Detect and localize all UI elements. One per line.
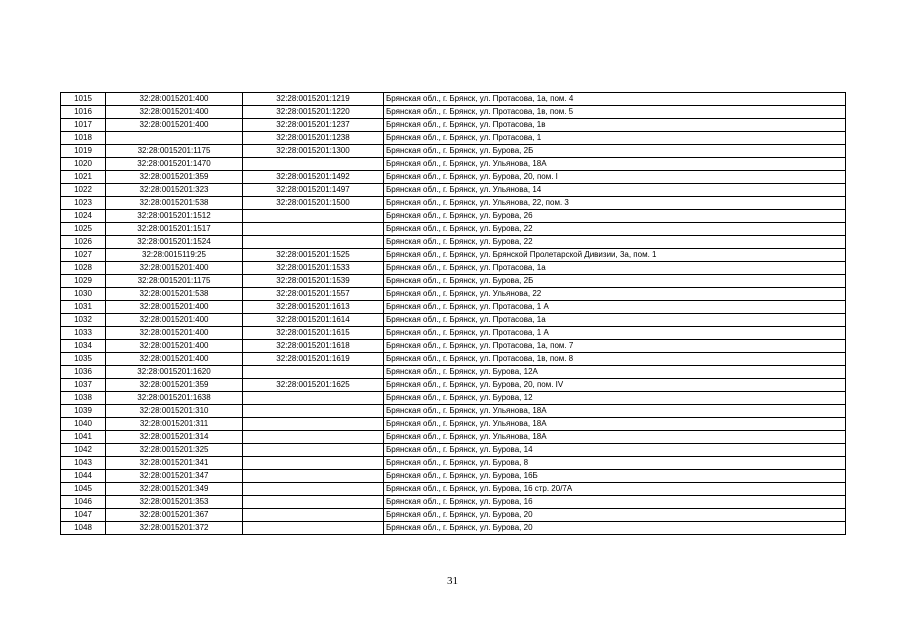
cadastral-number-parcel-cell: 32:28:0015201:1175 — [106, 145, 243, 158]
address-cell: Брянская обл., г. Брянск, ул. Ульянова, 18А — [384, 158, 846, 171]
table-row — [61, 327, 846, 340]
table-row — [61, 431, 846, 444]
cadastral-number-object-cell — [243, 210, 384, 223]
cadastral-number-parcel-cell: 32:28:0015201:359 — [106, 379, 243, 392]
cadastral-number-parcel-cell: 32:28:0015201:538 — [106, 197, 243, 210]
table-row — [61, 340, 846, 353]
row-number-cell: 1043 — [61, 457, 106, 470]
cadastral-number-parcel-cell: 32:28:0015201:325 — [106, 444, 243, 457]
row-number-cell: 1034 — [61, 340, 106, 353]
cadastral-number-parcel-cell: 32:28:0015201:353 — [106, 496, 243, 509]
row-number-cell: 1027 — [61, 249, 106, 262]
table-row — [61, 353, 846, 366]
row-number-cell: 1035 — [61, 353, 106, 366]
cadastral-number-object-cell: 32:28:0015201:1492 — [243, 171, 384, 184]
address-cell: Брянская обл., г. Брянск, ул. Ульянова, 18А — [384, 418, 846, 431]
row-number-cell: 1029 — [61, 275, 106, 288]
address-cell: Брянская обл., г. Брянск, ул. Бурова, 20 — [384, 509, 846, 522]
row-number-cell: 1036 — [61, 366, 106, 379]
row-number-cell: 1046 — [61, 496, 106, 509]
table-row — [61, 301, 846, 314]
cadastral-number-object-cell: 32:28:0015201:1497 — [243, 184, 384, 197]
cadastral-number-object-cell: 32:28:0015201:1615 — [243, 327, 384, 340]
address-cell: Брянская обл., г. Брянск, ул. Протасова, 1а — [384, 314, 846, 327]
row-number-cell: 1024 — [61, 210, 106, 223]
table-row — [61, 262, 846, 275]
cadastral-number-object-cell: 32:28:0015201:1219 — [243, 93, 384, 106]
row-number-cell: 1020 — [61, 158, 106, 171]
register-table — [60, 92, 846, 535]
cadastral-number-parcel-cell: 32:28:0015201:347 — [106, 470, 243, 483]
cadastral-number-object-cell — [243, 366, 384, 379]
table-row — [61, 145, 846, 158]
table-row — [61, 236, 846, 249]
address-cell: Брянская обл., г. Брянск, ул. Бурова, 8 — [384, 457, 846, 470]
row-number-cell: 1038 — [61, 392, 106, 405]
row-number-cell: 1045 — [61, 483, 106, 496]
register-table-body — [61, 93, 846, 535]
row-number-cell: 1037 — [61, 379, 106, 392]
address-cell: Брянская обл., г. Брянск, ул. Бурова, 22 — [384, 236, 846, 249]
address-cell: Брянская обл., г. Брянск, ул. Бурова, 20, пом. IV — [384, 379, 846, 392]
cadastral-number-parcel-cell: 32:28:0015201:400 — [106, 353, 243, 366]
cadastral-number-object-cell: 32:28:0015201:1539 — [243, 275, 384, 288]
address-cell: Брянская обл., г. Брянск, ул. Ульянова, 18А — [384, 405, 846, 418]
address-cell: Брянская обл., г. Брянск, ул. Бурова, 16Б — [384, 470, 846, 483]
cadastral-number-parcel-cell: 32:28:0015201:1512 — [106, 210, 243, 223]
table-row — [61, 392, 846, 405]
row-number-cell: 1023 — [61, 197, 106, 210]
page-number: 31 — [447, 575, 458, 587]
table-row — [61, 197, 846, 210]
cadastral-number-parcel-cell: 32:28:0015201:314 — [106, 431, 243, 444]
table-row — [61, 366, 846, 379]
cadastral-number-object-cell: 32:28:0015201:1625 — [243, 379, 384, 392]
table-row — [61, 522, 846, 535]
cadastral-number-object-cell — [243, 223, 384, 236]
address-cell: Брянская обл., г. Брянск, ул. Ульянова, 22 — [384, 288, 846, 301]
table-row — [61, 106, 846, 119]
cadastral-number-parcel-cell: 32:28:0015201:359 — [106, 171, 243, 184]
table-row — [61, 132, 846, 145]
address-cell: Брянская обл., г. Брянск, ул. Бурова, 22 — [384, 223, 846, 236]
address-cell: Брянская обл., г. Брянск, ул. Протасова, 1в — [384, 119, 846, 132]
cadastral-number-object-cell: 32:28:0015201:1618 — [243, 340, 384, 353]
table-row — [61, 444, 846, 457]
address-cell: Брянская обл., г. Брянск, ул. Бурова, 2Б — [384, 145, 846, 158]
address-cell: Брянская обл., г. Брянск, ул. Бурова, 16 — [384, 496, 846, 509]
row-number-cell: 1047 — [61, 509, 106, 522]
row-number-cell: 1017 — [61, 119, 106, 132]
table-row — [61, 184, 846, 197]
table-row — [61, 405, 846, 418]
cadastral-number-object-cell — [243, 431, 384, 444]
table-row — [61, 483, 846, 496]
address-cell: Брянская обл., г. Брянск, ул. Протасова, 1 А — [384, 327, 846, 340]
table-row — [61, 223, 846, 236]
cadastral-number-object-cell: 32:28:0015201:1557 — [243, 288, 384, 301]
cadastral-number-object-cell — [243, 158, 384, 171]
row-number-cell: 1026 — [61, 236, 106, 249]
row-number-cell: 1042 — [61, 444, 106, 457]
cadastral-number-parcel-cell: 32:28:0015201:1524 — [106, 236, 243, 249]
cadastral-number-object-cell — [243, 509, 384, 522]
row-number-cell: 1048 — [61, 522, 106, 535]
cadastral-number-object-cell — [243, 470, 384, 483]
table-row — [61, 314, 846, 327]
cadastral-number-object-cell: 32:28:0015201:1220 — [243, 106, 384, 119]
cadastral-number-object-cell — [243, 392, 384, 405]
cadastral-number-parcel-cell: 32:28:0015201:400 — [106, 262, 243, 275]
address-cell: Брянская обл., г. Брянск, ул. Бурова, 12А — [384, 366, 846, 379]
address-cell: Брянская обл., г. Брянск, ул. Протасова, 1 А — [384, 301, 846, 314]
table-row — [61, 509, 846, 522]
cadastral-number-parcel-cell: 32:28:0015201:400 — [106, 301, 243, 314]
table-row — [61, 275, 846, 288]
row-number-cell: 1019 — [61, 145, 106, 158]
cadastral-number-parcel-cell: 32:28:0015201:400 — [106, 327, 243, 340]
address-cell: Брянская обл., г. Брянск, ул. Ульянова, 18А — [384, 431, 846, 444]
cadastral-number-object-cell — [243, 236, 384, 249]
cadastral-number-object-cell: 32:28:0015201:1533 — [243, 262, 384, 275]
address-cell: Брянская обл., г. Брянск, ул. Протасова, 1 — [384, 132, 846, 145]
cadastral-number-object-cell: 32:28:0015201:1613 — [243, 301, 384, 314]
address-cell: Брянская обл., г. Брянск, ул. Ульянова, 22, пом. 3 — [384, 197, 846, 210]
address-cell: Брянская обл., г. Брянск, ул. Бурова, 20 — [384, 522, 846, 535]
cadastral-number-object-cell — [243, 522, 384, 535]
address-cell: Брянская обл., г. Брянск, ул. Бурова, 2Б — [384, 275, 846, 288]
table-row — [61, 171, 846, 184]
cadastral-number-object-cell: 32:28:0015201:1619 — [243, 353, 384, 366]
cadastral-number-parcel-cell: 32:28:0015201:1175 — [106, 275, 243, 288]
address-cell: Брянская обл., г. Брянск, ул. Протасова, 1а, пом. 7 — [384, 340, 846, 353]
row-number-cell: 1015 — [61, 93, 106, 106]
table-row — [61, 496, 846, 509]
row-number-cell: 1030 — [61, 288, 106, 301]
cadastral-number-parcel-cell: 32:28:0015201:372 — [106, 522, 243, 535]
cadastral-number-object-cell: 32:28:0015201:1300 — [243, 145, 384, 158]
row-number-cell: 1040 — [61, 418, 106, 431]
cadastral-number-object-cell: 32:28:0015201:1614 — [243, 314, 384, 327]
cadastral-number-object-cell: 32:28:0015201:1525 — [243, 249, 384, 262]
table-row — [61, 470, 846, 483]
table-row — [61, 288, 846, 301]
cadastral-number-parcel-cell: 32:28:0015201:400 — [106, 340, 243, 353]
address-cell: Брянская обл., г. Брянск, ул. Брянской Пролетарской Дивизии, 3а, пом. 1 — [384, 249, 846, 262]
row-number-cell: 1025 — [61, 223, 106, 236]
cadastral-number-object-cell — [243, 418, 384, 431]
cadastral-number-parcel-cell: 32:28:0015201:367 — [106, 509, 243, 522]
cadastral-number-parcel-cell: 32:28:0015201:400 — [106, 93, 243, 106]
cadastral-number-parcel-cell: 32:28:0015201:1470 — [106, 158, 243, 171]
row-number-cell: 1021 — [61, 171, 106, 184]
cadastral-number-object-cell — [243, 483, 384, 496]
cadastral-number-parcel-cell — [106, 132, 243, 145]
row-number-cell: 1039 — [61, 405, 106, 418]
address-cell: Брянская обл., г. Брянск, ул. Бурова, 26 — [384, 210, 846, 223]
cadastral-number-parcel-cell: 32:28:0015201:400 — [106, 314, 243, 327]
cadastral-number-object-cell — [243, 444, 384, 457]
address-cell: Брянская обл., г. Брянск, ул. Протасова, 1а, пом. 4 — [384, 93, 846, 106]
address-cell: Брянская обл., г. Брянск, ул. Ульянова, 14 — [384, 184, 846, 197]
address-cell: Брянская обл., г. Брянск, ул. Протасова, 1в, пом. 8 — [384, 353, 846, 366]
cadastral-number-parcel-cell: 32:28:0015201:1638 — [106, 392, 243, 405]
cadastral-number-object-cell — [243, 496, 384, 509]
cadastral-number-object-cell: 32:28:0015201:1237 — [243, 119, 384, 132]
table-row — [61, 93, 846, 106]
cadastral-number-parcel-cell: 32:28:0015201:310 — [106, 405, 243, 418]
table-row — [61, 210, 846, 223]
row-number-cell: 1032 — [61, 314, 106, 327]
row-number-cell: 1041 — [61, 431, 106, 444]
address-cell: Брянская обл., г. Брянск, ул. Бурова, 14 — [384, 444, 846, 457]
cadastral-number-parcel-cell: 32:28:0015201:311 — [106, 418, 243, 431]
cadastral-number-parcel-cell: 32:28:0015201:349 — [106, 483, 243, 496]
address-cell: Брянская обл., г. Брянск, ул. Протасова, 1а — [384, 262, 846, 275]
row-number-cell: 1044 — [61, 470, 106, 483]
cadastral-number-parcel-cell: 32:28:0015201:400 — [106, 106, 243, 119]
row-number-cell: 1033 — [61, 327, 106, 340]
cadastral-number-parcel-cell: 32:28:0015201:323 — [106, 184, 243, 197]
cadastral-number-parcel-cell: 32:28:0015119:25 — [106, 249, 243, 262]
table-row — [61, 158, 846, 171]
table-row — [61, 418, 846, 431]
row-number-cell: 1022 — [61, 184, 106, 197]
address-cell: Брянская обл., г. Брянск, ул. Бурова, 12 — [384, 392, 846, 405]
cadastral-number-object-cell: 32:28:0015201:1500 — [243, 197, 384, 210]
address-cell: Брянская обл., г. Брянск, ул. Бурова, 16 стр. 20/7А — [384, 483, 846, 496]
row-number-cell: 1031 — [61, 301, 106, 314]
cadastral-number-object-cell — [243, 457, 384, 470]
table-row — [61, 119, 846, 132]
table-row — [61, 457, 846, 470]
table-row — [61, 379, 846, 392]
cadastral-number-object-cell: 32:28:0015201:1238 — [243, 132, 384, 145]
address-cell: Брянская обл., г. Брянск, ул. Бурова, 20, пом. I — [384, 171, 846, 184]
cadastral-number-parcel-cell: 32:28:0015201:1517 — [106, 223, 243, 236]
address-cell: Брянская обл., г. Брянск, ул. Протасова, 1в, пом. 5 — [384, 106, 846, 119]
cadastral-number-parcel-cell: 32:28:0015201:400 — [106, 119, 243, 132]
cadastral-number-object-cell — [243, 405, 384, 418]
cadastral-number-parcel-cell: 32:28:0015201:341 — [106, 457, 243, 470]
row-number-cell: 1016 — [61, 106, 106, 119]
cadastral-number-parcel-cell: 32:28:0015201:538 — [106, 288, 243, 301]
table-row — [61, 249, 846, 262]
cadastral-number-parcel-cell: 32:28:0015201:1620 — [106, 366, 243, 379]
row-number-cell: 1018 — [61, 132, 106, 145]
row-number-cell: 1028 — [61, 262, 106, 275]
